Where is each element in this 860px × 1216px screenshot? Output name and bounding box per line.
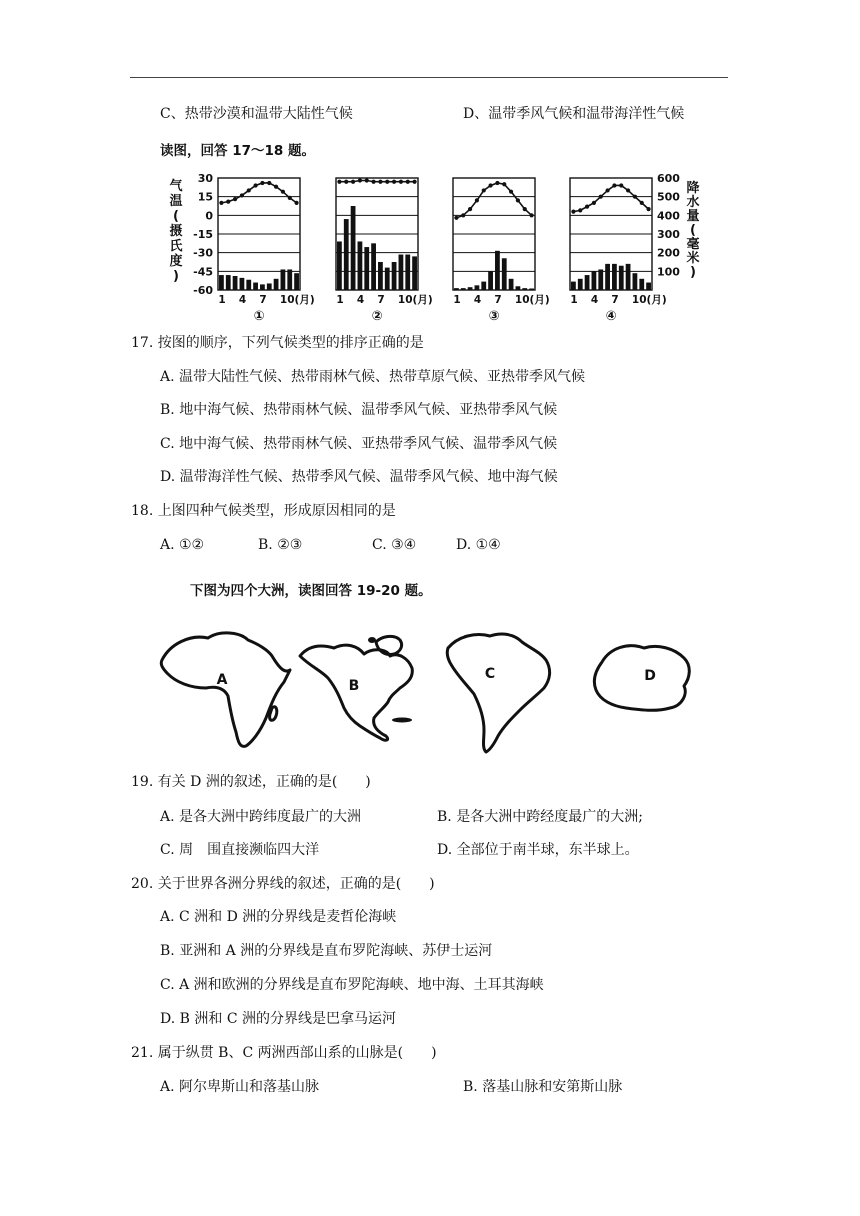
temperature-point: [482, 188, 486, 192]
temperature-line: [339, 180, 414, 181]
temperature-point: [523, 207, 527, 211]
temperature-point: [592, 201, 596, 205]
month-tick-label: 10(月): [279, 294, 315, 306]
precipitation-bar: [612, 264, 617, 290]
continent-label-c: C: [484, 666, 496, 682]
temperature-tick-label: 30: [197, 172, 213, 185]
temperature-tick-label: -60: [193, 284, 213, 297]
temperature-point: [633, 195, 637, 199]
precipitation-bar: [226, 275, 231, 290]
temperature-tick-label: 0: [205, 209, 213, 223]
q18-option-a: A. ①②: [160, 537, 205, 553]
precipitation-bar: [344, 219, 349, 290]
q19-option-b: B. 是各大洲中跨经度最广的大洲;: [437, 809, 643, 825]
temperature-point: [495, 181, 499, 185]
continent-label-a: A: [216, 672, 228, 688]
temperature-point: [288, 196, 292, 200]
month-tick-label: 4: [238, 294, 247, 306]
precipitation-bar: [571, 282, 576, 290]
q16-option-c: C、热带沙漠和温带大陆性气候: [160, 106, 353, 122]
q20-option-a: A. C 洲和 D 洲的分界线是麦哲伦海峡: [160, 909, 397, 925]
temperature-point: [392, 180, 396, 184]
precipitation-bar: [219, 275, 224, 290]
precipitation-bar: [281, 269, 286, 290]
precipitation-bar: [516, 286, 521, 290]
climate-panel-4: [570, 178, 667, 324]
header-rule: [130, 77, 728, 78]
temperature-point: [274, 185, 278, 189]
q17-stem: 17. 按图的顺序，下列气候类型的排序正确的是: [131, 335, 424, 351]
precipitation-axis-char: 毫: [686, 237, 700, 252]
temperature-point: [240, 193, 244, 197]
precipitation-bar: [633, 273, 638, 290]
climate-panel-2: [336, 178, 433, 324]
climate-charts-figure: [168, 168, 708, 328]
month-tick-label: 7: [377, 294, 385, 306]
greenland-outline: [376, 636, 402, 654]
precipitation-bar: [378, 262, 383, 290]
month-tick-label: 4: [590, 294, 599, 306]
temperature-point: [605, 188, 609, 192]
precipitation-bar: [598, 269, 603, 290]
precipitation-bar: [253, 283, 258, 290]
temperature-point: [509, 190, 513, 194]
temperature-point: [488, 183, 492, 187]
precipitation-bar: [385, 268, 390, 290]
temperature-point: [578, 208, 582, 212]
precipitation-bar: [495, 251, 500, 290]
precipitation-bar: [364, 247, 369, 290]
precipitation-tick-label: 400: [657, 209, 680, 223]
precipitation-tick-label: 100: [657, 265, 680, 279]
precipitation-bar: [454, 288, 459, 290]
q18-stem: 18. 上图四种气候类型，形成原因相同的是: [131, 503, 396, 519]
precipitation-bar: [371, 243, 376, 290]
temperature-point: [226, 200, 230, 204]
temperature-point: [233, 197, 237, 201]
q20-stem: 20. 关于世界各洲分界线的叙述，正确的是( ): [131, 876, 435, 892]
precipitation-bar: [267, 283, 272, 290]
precipitation-bar: [399, 255, 404, 290]
month-tick-label: 1: [570, 294, 578, 306]
madagascar-outline: [270, 707, 277, 721]
temperature-point: [378, 180, 382, 184]
temperature-point: [475, 198, 479, 202]
precipitation-bar: [337, 241, 342, 290]
q17-option-c: C. 地中海气候、热带雨林气候、亚热带季风气候、温带季风气候: [160, 436, 558, 452]
q19-option-d: D. 全部位于南半球，东半球上。: [437, 842, 639, 858]
precipitation-bar: [502, 258, 507, 290]
temperature-point: [585, 205, 589, 209]
temperature-point: [371, 180, 375, 184]
continents-figure: [150, 622, 710, 762]
temperature-point: [412, 180, 416, 184]
q19-option-c: C. 周 围直接濒临四大洋: [160, 842, 320, 858]
temperature-point: [612, 183, 616, 187]
precipitation-tick-label: 300: [657, 228, 680, 241]
month-tick-label: 1: [453, 294, 461, 306]
precipitation-bar: [468, 287, 473, 290]
temperature-point: [344, 180, 348, 184]
precipitation-bar: [646, 283, 651, 290]
q20-option-c: C. A 洲和欧洲的分界线是直布罗陀海峡、地中海、土耳其海峡: [160, 977, 544, 993]
precipitation-axis-char: 量: [686, 209, 700, 224]
temperature-point: [267, 181, 271, 185]
q18-option-c: C. ③④: [372, 537, 417, 553]
precipitation-bar: [274, 279, 279, 290]
precipitation-axis-label: [685, 180, 699, 280]
precipitation-bar: [461, 288, 466, 290]
precipitation-bar: [412, 256, 417, 290]
month-tick-label: 1: [336, 294, 344, 306]
temperature-point: [599, 195, 603, 199]
month-tick-label: 4: [356, 294, 365, 306]
q17-option-d: D. 温带海洋性气候、热带季风气候、温带季风气候、地中海气候: [160, 469, 558, 485]
temperature-point: [619, 183, 623, 187]
precipitation-bar: [481, 282, 486, 290]
precipitation-axis-char: 水: [686, 195, 700, 210]
precipitation-bar: [287, 269, 292, 290]
temperature-point: [294, 201, 298, 205]
q21-stem: 21. 属于纵贯 B、C 两洲西部山系的山脉是( ): [131, 1045, 437, 1061]
panel-label: ③: [488, 309, 500, 324]
precipitation-axis-char: 降: [686, 181, 700, 196]
precipitation-bar: [260, 284, 265, 290]
temperature-axis-char: (: [173, 209, 179, 224]
temperature-point: [461, 213, 465, 217]
panel-label: ④: [605, 309, 617, 324]
month-tick-label: 10(月): [631, 294, 667, 306]
precipitation-bar: [592, 271, 597, 290]
q17-option-a: A. 温带大陆性气候、热带雨林气候、热带草原气候、亚热带季风气候: [160, 369, 586, 385]
temperature-point: [502, 182, 506, 186]
temperature-axis-char: 氏: [169, 239, 183, 254]
precipitation-bar: [246, 280, 251, 290]
q18-option-d: D. ①④: [456, 537, 501, 553]
temperature-point: [454, 216, 458, 220]
month-tick-label: 10(月): [397, 294, 433, 306]
temperature-point: [399, 180, 403, 184]
precipitation-axis-ticks: [657, 172, 680, 278]
precipitation-bar: [509, 279, 514, 290]
temperature-axis-char: 气: [169, 179, 183, 194]
temperature-tick-label: -15: [193, 228, 213, 241]
temperature-point: [365, 178, 369, 182]
arctic-island: [368, 637, 376, 643]
precipitation-bar: [626, 264, 631, 290]
temperature-tick-label: -30: [193, 246, 213, 260]
panel-label: ②: [371, 309, 383, 324]
q21-option-a: A. 阿尔卑斯山和落基山脉: [160, 1079, 320, 1095]
precipitation-bar: [529, 289, 534, 290]
temperature-point: [247, 188, 251, 192]
precipitation-bar: [475, 285, 480, 290]
temperature-point: [337, 180, 341, 184]
month-tick-label: 7: [494, 294, 502, 306]
temperature-point: [626, 188, 630, 192]
precipitation-bar: [233, 276, 238, 290]
temperature-point: [571, 210, 575, 214]
q20-option-b: B. 亚洲和 A 洲的分界线是直布罗陀海峡、苏伊士运河: [160, 943, 493, 959]
continent-c-outline: [447, 634, 549, 752]
precipitation-bar: [358, 241, 363, 290]
temperature-axis-char: ): [173, 269, 179, 284]
precipitation-tick-label: 500: [657, 190, 680, 204]
precipitation-bar: [351, 206, 356, 290]
precipitation-bar: [619, 266, 624, 290]
precipitation-axis-char: ): [690, 265, 696, 280]
temperature-axis-char: 度: [169, 254, 183, 269]
month-tick-label: 7: [611, 294, 619, 306]
q19-option-a: A. 是各大洲中跨纬度最广的大洲: [160, 809, 362, 825]
temperature-tick-label: -45: [193, 265, 213, 279]
temperature-point: [253, 183, 257, 187]
month-tick-label: 1: [218, 294, 226, 306]
climate-panel-3: [453, 178, 550, 324]
precipitation-bar: [240, 278, 245, 290]
temperature-axis-char: 摄: [169, 224, 183, 239]
precipitation-bar: [585, 275, 590, 290]
temperature-line: [456, 183, 531, 218]
precipitation-bar: [639, 279, 644, 290]
temperature-point: [468, 207, 472, 211]
q18-option-b: B. ②③: [258, 537, 303, 553]
q21-option-b: B. 落基山脉和安第斯山脉: [463, 1079, 623, 1095]
precipitation-bar: [405, 255, 410, 290]
temperature-axis-ticks: [193, 172, 213, 297]
continent-label-b: B: [348, 678, 360, 694]
precipitation-bar: [578, 279, 583, 290]
temperature-point: [260, 181, 264, 185]
q17-option-b: B. 地中海气候、热带雨林气候、温带季风气候、亚热带季风气候: [160, 402, 558, 418]
temperature-point: [385, 180, 389, 184]
month-tick-label: 4: [473, 294, 482, 306]
temperature-line: [573, 185, 648, 211]
continent-d-outline: [594, 646, 689, 711]
temperature-point: [516, 198, 520, 202]
caribbean-islands: [392, 718, 412, 723]
temperature-point: [351, 180, 355, 184]
precipitation-tick-label: 600: [657, 172, 680, 185]
temperature-point: [529, 213, 533, 217]
temperature-point: [646, 207, 650, 211]
temperature-point: [281, 190, 285, 194]
temperature-point: [640, 201, 644, 205]
temperature-point: [219, 201, 223, 205]
temperature-axis-label: [169, 178, 183, 284]
figure1-intro: 读图，回答 17～18 题。: [160, 143, 315, 159]
figure2-intro: 下图为四个大洲，读图回答 19-20 题。: [190, 583, 432, 599]
precipitation-axis-char: 米: [686, 251, 700, 266]
precipitation-bar: [605, 264, 610, 290]
precipitation-bar: [392, 262, 397, 290]
precipitation-bar: [522, 288, 527, 290]
q20-option-d: D. B 洲和 C 洲的分界线是巴拿马运河: [160, 1011, 396, 1027]
temperature-tick-label: 15: [197, 190, 213, 204]
temperature-point: [358, 178, 362, 182]
panel-label: ①: [253, 309, 265, 324]
temperature-point: [406, 180, 410, 184]
temperature-line: [221, 183, 296, 203]
continent-label-d: D: [644, 668, 656, 684]
month-tick-label: 10(月): [514, 294, 550, 306]
temperature-axis-char: 温: [169, 194, 183, 209]
continent-a-outline: [161, 633, 290, 746]
q19-stem: 19. 有关 D 洲的叙述，正确的是( ): [131, 774, 371, 790]
q16-option-d: D、温带季风气候和温带海洋性气候: [463, 106, 685, 122]
month-tick-label: 7: [259, 294, 267, 306]
precipitation-tick-label: 200: [657, 246, 680, 260]
climate-panels: [218, 178, 667, 324]
precipitation-bar: [294, 273, 299, 290]
climate-panel-1: [218, 178, 315, 324]
precipitation-bar: [488, 271, 493, 290]
precipitation-axis-char: (: [690, 223, 696, 238]
